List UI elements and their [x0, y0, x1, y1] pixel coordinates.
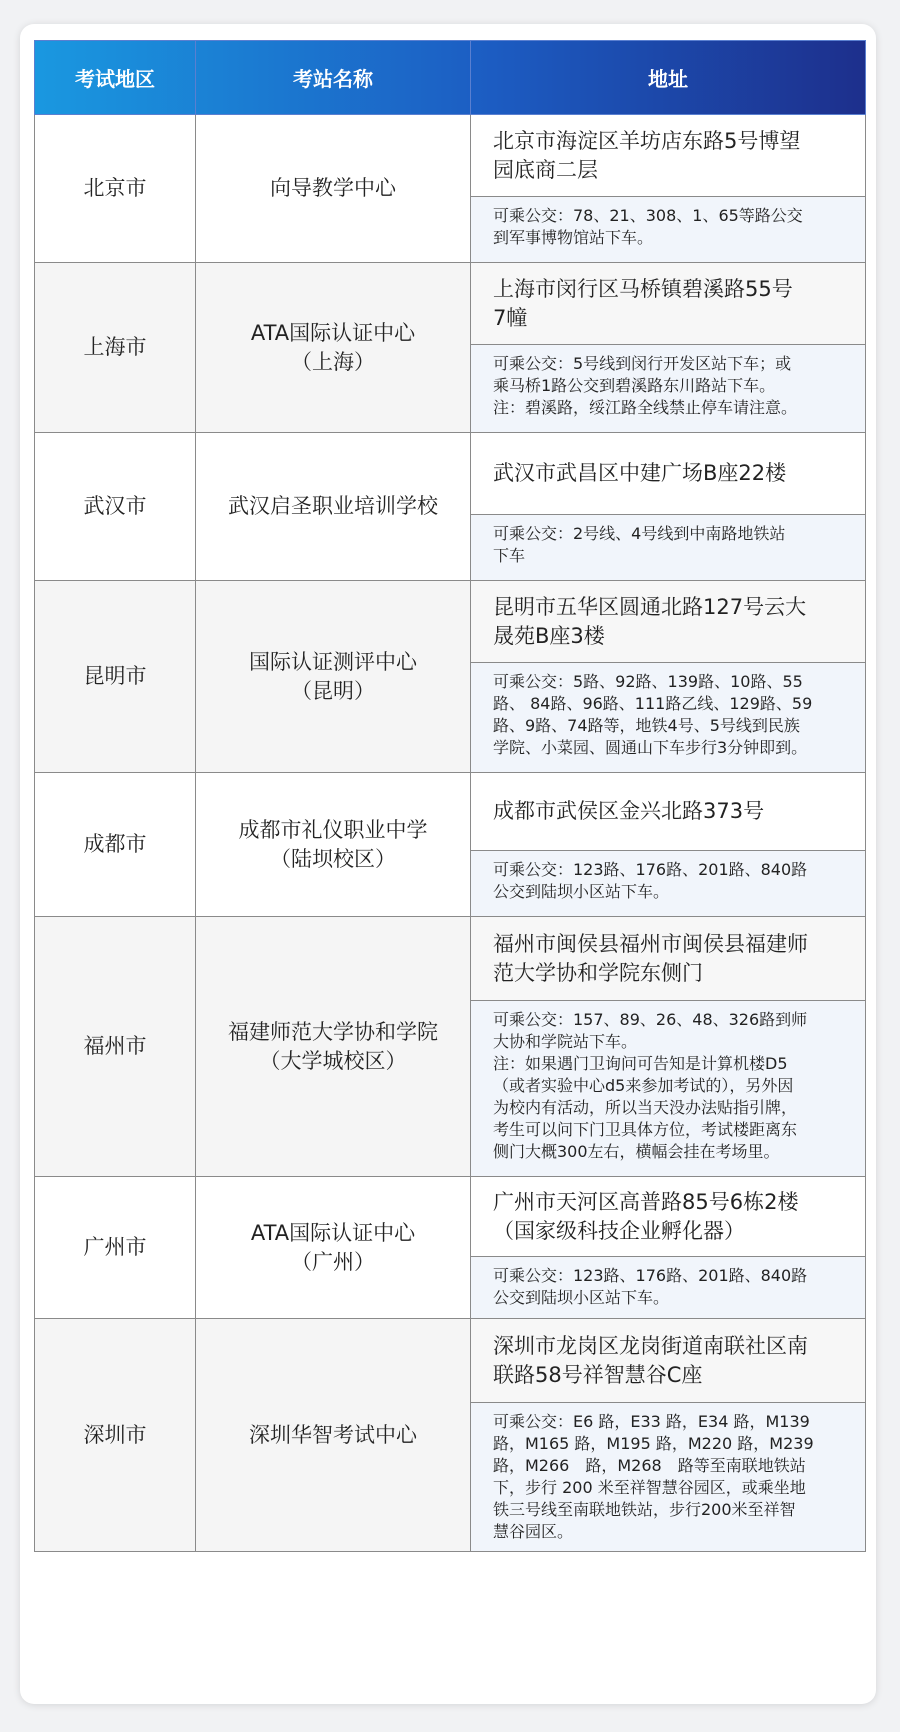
- address-line: 园底商二层: [493, 157, 598, 182]
- region-cell: 成都市: [35, 773, 196, 917]
- transit-line: 公交到陆坝小区站下车。: [493, 882, 670, 901]
- address-line: 昆明市五华区圆通北路127号云大: [493, 594, 807, 619]
- transit-info-cell: [471, 1001, 866, 1177]
- transit-info-cell: [471, 663, 866, 773]
- transit-line: 为校内有活动，所以当天没办法贴指引牌，: [493, 1098, 798, 1117]
- station-name-line: （广州）: [291, 1249, 375, 1274]
- address-line: 深圳市龙岗区龙岗街道南联社区南: [493, 1333, 808, 1358]
- transit-line: 可乘公交：157、89、26、48、326路到师: [493, 1010, 808, 1029]
- address-line: 成都市武侯区金兴北路373号: [493, 799, 765, 823]
- transit-info-cell: [471, 345, 866, 433]
- transit-line: 考生可以问下门卫具体方位，考试楼距离东: [493, 1120, 798, 1139]
- station-cell: [196, 433, 471, 581]
- transit-line: 路、9路、74路等，地铁4号、5号线到民族: [493, 716, 800, 735]
- address-line: 福州市闽侯县福州市闽侯县福建师: [493, 931, 808, 956]
- table-body: [35, 115, 866, 1552]
- transit-line: 到军事博物馆站下车。: [493, 228, 654, 247]
- transit-info-cell: [471, 851, 866, 917]
- address-cell: [471, 773, 866, 851]
- transit-line: 注：碧溪路，绥江路全线禁止停车请注意。: [493, 398, 798, 417]
- region-cell: 广州市: [35, 1177, 196, 1319]
- address-cell: [471, 433, 866, 515]
- address-cell: [471, 263, 866, 345]
- transit-info-cell: [471, 197, 866, 263]
- station-cell: [196, 115, 471, 263]
- address-line: 广州市天河区高普路85号6栋2楼: [493, 1189, 799, 1214]
- transit-line: 路，M266 路，M268 路等至南联地铁站: [493, 1456, 806, 1475]
- station-cell: [196, 917, 471, 1177]
- table-row: [35, 433, 866, 515]
- address-line: 联路58号祥智慧谷C座: [493, 1362, 703, 1387]
- header-region: 考试地区: [35, 41, 196, 115]
- content-card: [20, 24, 876, 1704]
- address-line: 范大学协和学院东侧门: [493, 960, 703, 985]
- address-cell: [471, 1177, 866, 1257]
- transit-line: 可乘公交：123路、176路、201路、840路: [493, 860, 808, 879]
- transit-line: 大协和学院站下车。: [493, 1032, 638, 1051]
- table-row: [35, 917, 866, 1001]
- header-address: 地址: [471, 41, 866, 115]
- address-cell: [471, 917, 866, 1001]
- table-row: [35, 263, 866, 345]
- transit-line: 可乘公交：2号线、4号线到中南路地铁站: [493, 524, 786, 543]
- region-cell: 北京市: [35, 115, 196, 263]
- region-cell: 上海市: [35, 263, 196, 433]
- station-name-line: 国际认证测评中心: [249, 649, 417, 674]
- region-cell: 深圳市: [35, 1319, 196, 1552]
- address-line: 7幢: [493, 305, 528, 330]
- address-line: 北京市海淀区羊坊店东路5号博望: [493, 128, 801, 153]
- transit-line: 乘马桥1路公交到碧溪路东川路站下车。: [493, 376, 776, 395]
- address-line: 晟苑B座3楼: [493, 623, 605, 648]
- station-cell: [196, 1177, 471, 1319]
- station-name-line: ATA国际认证中心: [250, 320, 416, 345]
- station-name-line: （大学城校区）: [259, 1048, 407, 1073]
- transit-info-cell: [471, 515, 866, 581]
- transit-info-cell: [471, 1403, 866, 1552]
- address-cell: [471, 115, 866, 197]
- station-cell: [196, 263, 471, 433]
- transit-line: 可乘公交：123路、176路、201路、840路: [493, 1266, 808, 1285]
- exam-site-table: [34, 40, 866, 1552]
- station-name-line: 武汉启圣职业培训学校: [228, 494, 438, 518]
- transit-line: 铁三号线至南联地铁站，步行200米至祥智: [493, 1500, 796, 1519]
- station-name-line: 福建师范大学协和学院: [228, 1019, 438, 1044]
- address-line: 上海市闵行区马桥镇碧溪路55号: [493, 276, 793, 301]
- transit-info-cell: [471, 1257, 866, 1319]
- transit-line: 下，步行 200 米至祥智慧谷园区，或乘坐地: [493, 1478, 806, 1497]
- station-name-line: 深圳华智考试中心: [249, 1422, 417, 1447]
- transit-line: 可乘公交：5号线到闵行开发区站下车；或: [493, 354, 792, 373]
- transit-line: 路、 84路、96路、111路乙线、129路、59: [493, 694, 813, 713]
- table-row: [35, 773, 866, 851]
- station-cell: [196, 1319, 471, 1552]
- station-cell: [196, 581, 471, 773]
- table-header: [35, 41, 866, 115]
- station-name-line: ATA国际认证中心: [250, 1220, 416, 1245]
- transit-line: 路，M165 路，M195 路，M220 路，M239: [493, 1434, 814, 1453]
- transit-line: 慧谷园区。: [493, 1522, 574, 1541]
- station-name-line: （陆坝校区）: [270, 846, 396, 871]
- table-row: [35, 1319, 866, 1403]
- address-cell: [471, 1319, 866, 1403]
- header-row: [35, 41, 866, 115]
- station-name-line: 成都市礼仪职业中学: [238, 817, 428, 842]
- transit-line: 可乘公交：5路、92路、139路、10路、55: [493, 672, 803, 691]
- transit-line: 可乘公交：78、21、308、1、65等路公交: [493, 206, 803, 225]
- table-row: [35, 581, 866, 663]
- transit-line: 可乘公交：E6 路，E33 路，E34 路，M139: [493, 1412, 810, 1431]
- transit-line: 公交到陆坝小区站下车。: [493, 1288, 670, 1307]
- region-cell: 昆明市: [35, 581, 196, 773]
- station-cell: [196, 773, 471, 917]
- transit-line: 注：如果遇门卫询问可告知是计算机楼D5: [493, 1054, 788, 1073]
- address-line: 武汉市武昌区中建广场B座22楼: [493, 461, 787, 485]
- address-line: （国家级科技企业孵化器）: [493, 1218, 745, 1243]
- region-cell: 福州市: [35, 917, 196, 1177]
- station-name-line: 向导教学中心: [270, 176, 396, 200]
- address-cell: [471, 581, 866, 663]
- transit-line: （或者实验中心d5来参加考试的），另外因: [493, 1076, 794, 1095]
- station-name-line: （昆明）: [291, 678, 375, 703]
- table-row: [35, 1177, 866, 1257]
- transit-line: 侧门大概300左右，横幅会挂在考场里。: [493, 1142, 780, 1161]
- header-station: 考站名称: [196, 41, 471, 115]
- transit-line: 下车: [493, 546, 526, 565]
- region-cell: 武汉市: [35, 433, 196, 581]
- station-name-line: （上海）: [291, 349, 375, 374]
- transit-line: 学院、小菜园、圆通山下车步行3分钟即到。: [493, 738, 808, 757]
- table-row: [35, 115, 866, 197]
